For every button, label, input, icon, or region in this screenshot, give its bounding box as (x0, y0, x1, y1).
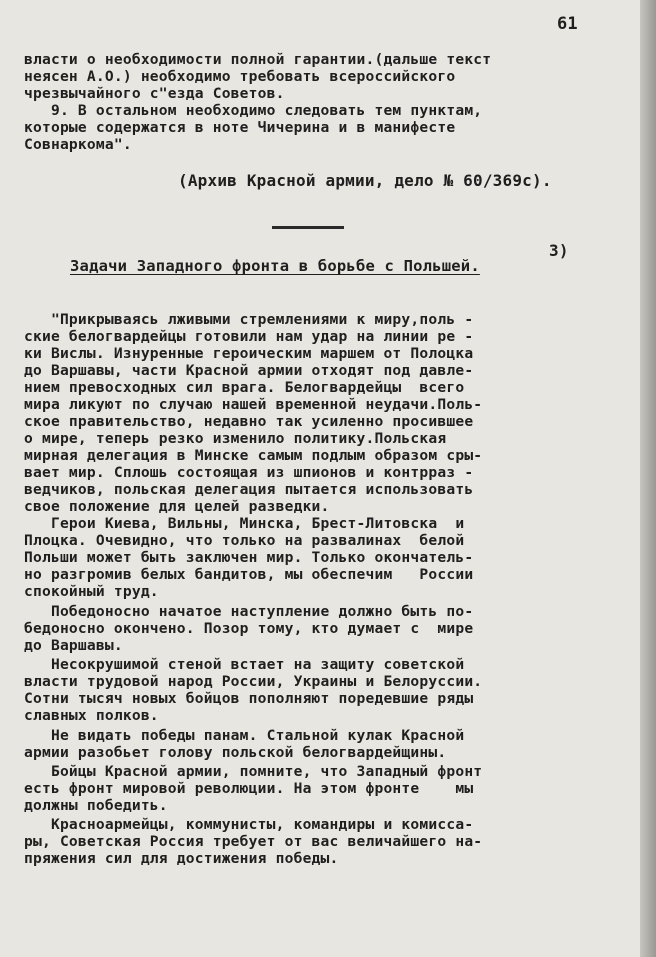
text-line: но разгромив белых бандитов, мы обеспечим России (24, 566, 474, 583)
text-line: Несокрушимой стеной встает на защиту советской (24, 656, 465, 673)
text-line: есть фронт мировой революции. На этом фронте мы (24, 780, 474, 797)
text-line: до Варшавы, части Красной армии отходят под давле- (24, 362, 474, 379)
text-line: Герои Киева, Вильны, Минска, Брест-Литовска и (24, 515, 465, 532)
text-line: 9. В остальном необходимо следовать тем пунктам, (24, 102, 483, 119)
text-line: должны победить. (24, 797, 168, 814)
text-line: чрезвычайного с"езда Советов. (24, 85, 285, 102)
text-line: ведчиков, польская делегация пытается использовать (24, 481, 474, 498)
text-line: свое положение для целей разведки. (24, 498, 330, 515)
section-divider (272, 226, 344, 229)
text-line: которые содержатся в ноте Чичерина и в манифесте (24, 119, 456, 136)
text-line: нием превосходных сил врага. Белогвардейцы всего (24, 379, 465, 396)
footnote-marker: 3) (549, 241, 569, 260)
text-line: Совнаркома". (24, 136, 132, 153)
text-line: о мире, теперь резко изменило политику.Польская (24, 430, 447, 447)
scan-edge-shadow (640, 0, 656, 957)
text-line: мирная делегация в Минске самым подлым образом сры- (24, 447, 483, 464)
text-line: мира ликуют по случаю нашей временной неудачи.Поль- (24, 396, 483, 413)
section-title: Задачи Западного фронта в борьбе с Польшей. (70, 257, 480, 275)
text-line: "Прикрываясь лживыми стремлениями к миру,поль - (24, 311, 474, 328)
text-line: Сотни тысяч новых бойцов пополняют поредевшие ряды (24, 690, 474, 707)
text-line: бедоносно окончено. Позор тому, кто думает с мире (24, 620, 474, 637)
text-line: славных полков. (24, 707, 159, 724)
text-line: власти трудовой народ России, Украины и Белоруссии. (24, 673, 483, 690)
text-line: ское правительство, недавно так усиленно просившее (24, 413, 474, 430)
text-line: Красноармейцы, коммунисты, командиры и комиссa- (24, 816, 474, 833)
text-line: Плоцка. Очевидно, что только на развалинах белой (24, 532, 465, 549)
text-line: ры, Советская Россия требует от вас величайшего на- (24, 833, 483, 850)
text-line: власти о необходимости полной гарантии.(дальше текст (24, 51, 492, 68)
text-line: Победоносно начатое наступление должно быть по- (24, 603, 474, 620)
text-line: пряжения сил для достижения победы. (24, 850, 339, 867)
text-line: Бойцы Красной армии, помните, что Западный фронт (24, 763, 483, 780)
page-number: 61 (557, 14, 578, 34)
text-line: армии разобьет голову польской белогвардейщины. (24, 744, 447, 761)
text-line: ки Вислы. Изнуренные героическим маршем от Полоцка (24, 345, 474, 362)
text-line: неясен А.О.) необходимо требовать всероссийского (24, 68, 456, 85)
text-line: спокойный труд. (24, 583, 159, 600)
text-line: Не видать победы панам. Стальной кулак Красной (24, 727, 465, 744)
text-line: вает мир. Сплошь состоящая из шпионов и контрраз - (24, 464, 474, 481)
archive-reference: (Архив Красной армии, дело № 60/369с). (178, 171, 552, 190)
text-line: ские белогвардейцы готовили нам удар на линии ре - (24, 328, 474, 345)
text-line: Польши может быть заключен мир. Только окончатель- (24, 549, 474, 566)
text-line: до Варшавы. (24, 637, 123, 654)
